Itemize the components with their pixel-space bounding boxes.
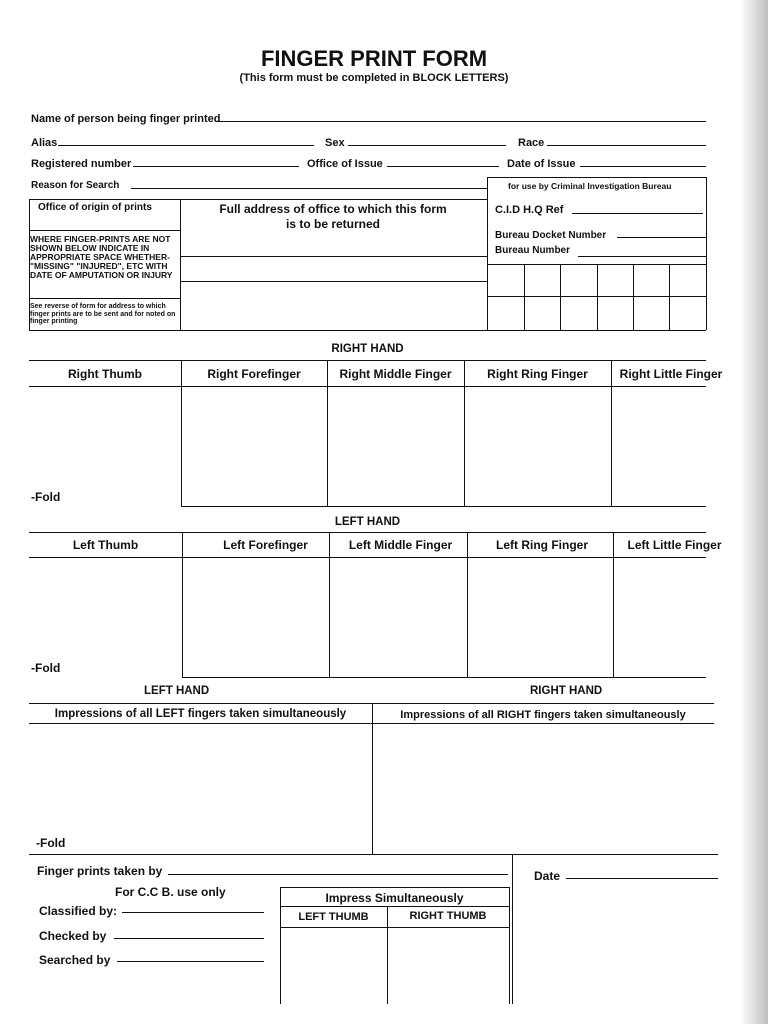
right-thumb-label: Right Thumb (68, 367, 142, 381)
left-thumb-print-box[interactable] (30, 559, 181, 676)
reason-label: Reason for Search (31, 180, 120, 191)
registered-number-label: Registered number (31, 158, 132, 170)
cid-ref-field[interactable] (572, 213, 703, 214)
taken-by-label: Finger prints taken by (37, 864, 163, 878)
race-label: Race (518, 137, 545, 149)
page-edge-shadow (740, 0, 768, 1024)
date-field[interactable] (566, 878, 718, 879)
origin-left-line (29, 298, 180, 299)
left-hand-divider (467, 532, 468, 677)
missing-note: WHERE FINGER-PRINTS ARE NOT SHOWN BELOW INDICATE IN APPROPRIATE SPACE WHETHER- "MISSING" "INJURED", ETC WITH DATE OF AMPUTATION OR INJURY (30, 234, 173, 280)
cib-box-right (706, 177, 707, 330)
left-simultaneous-label: Impressions of all LEFT fingers taken simultaneously (54, 708, 347, 720)
left-thumb-impress-box[interactable] (282, 929, 386, 1004)
alias-field[interactable] (58, 145, 314, 146)
checked-by-label: Checked by (39, 929, 107, 943)
right-little-finger-label: Right Little Finger (619, 367, 723, 381)
left-little-finger-label: Left Little Finger (627, 538, 722, 552)
classified-by-label: Classified by: (39, 904, 118, 918)
left-hand-top (29, 532, 706, 533)
impress-label-line (280, 927, 509, 928)
right-hand-title: RIGHT HAND (331, 343, 404, 355)
left-ring-finger-label: Left Ring Finger (496, 538, 588, 552)
origin-box-top (29, 199, 487, 200)
date-of-issue-field[interactable] (580, 166, 706, 167)
right-simultaneous-print-box[interactable] (374, 725, 714, 853)
left-hand-divider (613, 532, 614, 677)
reverse-note: See reverse of form for address to which finger prints are to be sent and for noted on finger printing (30, 303, 176, 325)
fold-marker: -Fold (36, 836, 66, 850)
bureau-grid-divider (669, 264, 670, 330)
footer-divider (512, 854, 513, 1004)
bureau-grid-divider (633, 264, 634, 330)
simultaneous-left-title: LEFT HAND (144, 685, 210, 697)
right-forefinger-label: Right Forefinger (207, 367, 301, 381)
cib-box-left (487, 177, 488, 330)
bureau-docket-label: Bureau Docket Number (495, 230, 607, 241)
checked-by-field[interactable] (114, 938, 264, 939)
simultaneous-divider (372, 703, 373, 854)
left-forefinger-label: Left Forefinger (223, 538, 308, 552)
left-thumb-impress-label: LEFT THUMB (298, 911, 369, 923)
form-subtitle: (This form must be completed in BLOCK LETTERS) (239, 72, 509, 84)
right-ring-finger-label: Right Ring Finger (487, 367, 588, 381)
origin-left-line (29, 230, 180, 231)
full-address-label: Full address of office to which this form is to be returned (219, 202, 447, 231)
searched-by-field[interactable] (117, 961, 264, 962)
left-little-finger-print-box[interactable] (615, 559, 706, 676)
fold-marker: -Fold (31, 490, 61, 504)
origin-box-divider (180, 199, 181, 330)
office-of-issue-label: Office of Issue (307, 158, 383, 170)
office-origin-label: Office of origin of prints (38, 202, 152, 213)
address-line[interactable] (180, 281, 487, 282)
left-hand-header-line (29, 557, 706, 558)
right-hand-header-line (29, 386, 706, 387)
right-thumb-impress-box[interactable] (389, 929, 508, 1004)
sex-label: Sex (325, 137, 345, 149)
right-middle-finger-print-box[interactable] (329, 388, 463, 506)
name-label: Name of person being finger printed (31, 113, 221, 125)
left-middle-finger-label: Left Middle Finger (348, 538, 453, 552)
left-hand-divider (182, 532, 183, 677)
left-hand-bottom (182, 677, 706, 678)
reason-field[interactable] (131, 188, 487, 189)
right-simultaneous-label: Impressions of all RIGHT fingers taken simultaneously (400, 709, 686, 721)
sex-field[interactable] (348, 145, 506, 146)
simultaneous-bottom (29, 854, 718, 855)
left-hand-title: LEFT HAND (334, 516, 401, 528)
right-hand-divider (181, 360, 182, 506)
fold-marker: -Fold (31, 661, 61, 675)
address-line[interactable] (180, 256, 487, 257)
simultaneous-header-line (29, 723, 714, 724)
cib-box-top (487, 177, 706, 178)
impress-header-line (280, 906, 509, 907)
right-thumb-print-box[interactable] (30, 388, 180, 506)
left-forefinger-print-box[interactable] (184, 559, 328, 676)
bureau-number-label: Bureau Number (495, 245, 571, 256)
impress-simultaneously-label: Impress Simultaneously (325, 891, 464, 905)
right-little-finger-print-box[interactable] (613, 388, 706, 506)
right-ring-finger-print-box[interactable] (466, 388, 610, 506)
origin-box-bottom (29, 330, 706, 331)
right-thumb-impress-label: RIGHT THUMB (409, 910, 487, 922)
form-title: FINGER PRINT FORM (260, 46, 488, 71)
left-middle-finger-print-box[interactable] (331, 559, 466, 676)
bureau-number-field[interactable] (578, 256, 706, 257)
alias-label: Alias (31, 137, 58, 149)
impress-box-top (280, 887, 509, 888)
right-hand-divider (611, 360, 612, 506)
bureau-grid-divider (597, 264, 598, 330)
searched-by-label: Searched by (39, 953, 111, 967)
bureau-docket-field[interactable] (617, 237, 706, 238)
ccb-use-label: For C.C B. use only (115, 885, 226, 899)
left-ring-finger-print-box[interactable] (469, 559, 612, 676)
cib-use-label: for use by Criminal Investigation Bureau (508, 181, 672, 191)
name-field[interactable] (216, 121, 706, 122)
date-label: Date (534, 869, 561, 883)
race-field[interactable] (547, 145, 706, 146)
classified-by-field[interactable] (122, 912, 264, 913)
registered-number-field[interactable] (133, 166, 299, 167)
bureau-grid-divider (560, 264, 561, 330)
simultaneous-right-title: RIGHT HAND (530, 685, 603, 697)
right-hand-top (29, 360, 706, 361)
taken-by-field[interactable] (168, 874, 508, 875)
right-hand-bottom (181, 506, 706, 507)
impress-box-right (509, 887, 510, 1004)
left-thumb-label: Left Thumb (72, 538, 139, 552)
right-hand-divider (464, 360, 465, 506)
left-simultaneous-print-box[interactable] (30, 725, 371, 853)
right-middle-finger-label: Right Middle Finger (339, 367, 452, 381)
bureau-grid-divider (524, 264, 525, 330)
office-of-issue-field[interactable] (387, 166, 499, 167)
left-hand-divider (329, 532, 330, 677)
right-hand-divider (327, 360, 328, 506)
cid-ref-label: C.I.D H.Q Ref (495, 204, 564, 216)
right-forefinger-print-box[interactable] (183, 388, 326, 506)
date-of-issue-label: Date of Issue (507, 158, 576, 170)
